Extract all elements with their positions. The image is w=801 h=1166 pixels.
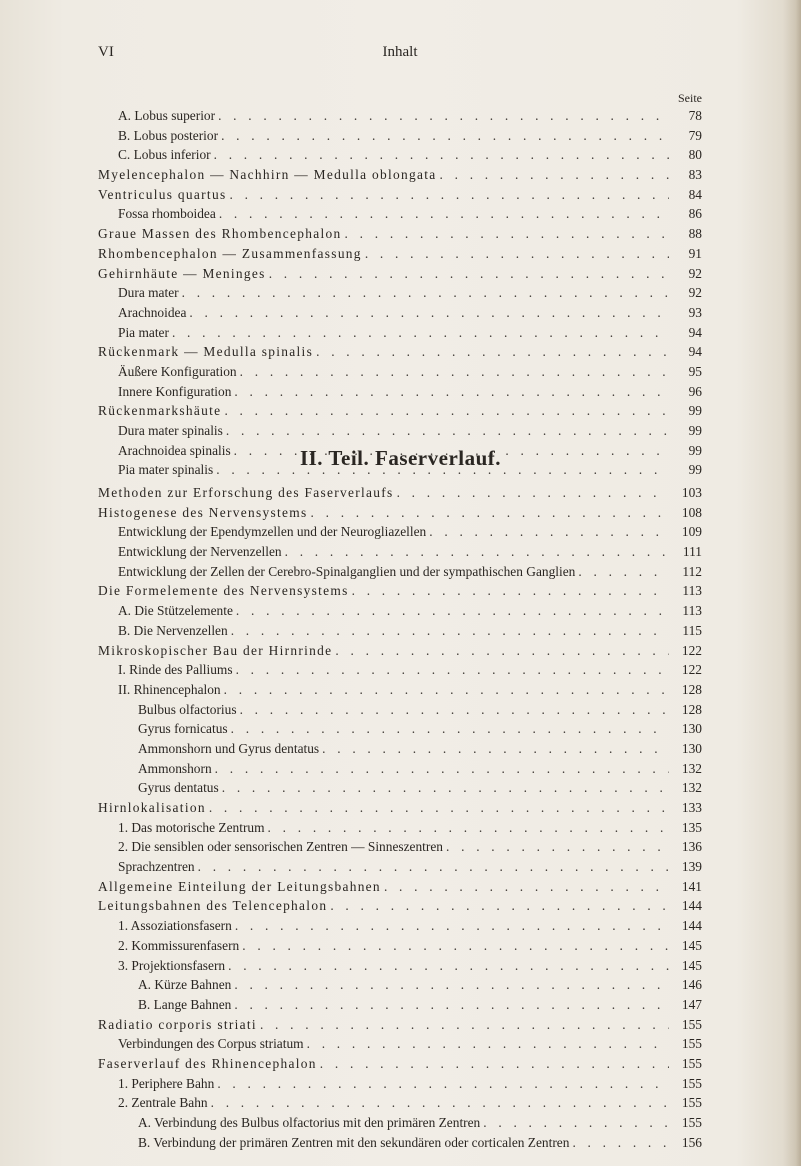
toc-entry-title: B. Lange Bahnen <box>138 996 232 1012</box>
toc-entry <box>98 285 702 305</box>
dot-leader <box>384 879 669 895</box>
toc-entry-title: Allgemeine Einteilung der Leitungsbahnen <box>98 878 381 894</box>
toc-entry-page: 92 <box>688 285 702 301</box>
toc-entry <box>98 898 702 918</box>
toc-entry-title: Gyrus fornicatus <box>138 721 228 737</box>
toc-entry <box>98 761 702 781</box>
toc-entry-title: 3. Projektionsfasern <box>118 957 226 973</box>
toc-entry <box>98 167 702 187</box>
toc-entry-title: Bulbus olfactorius <box>138 701 237 717</box>
toc-entry <box>98 1056 702 1076</box>
toc-entry-page: 80 <box>688 147 702 163</box>
toc-entry-page: 93 <box>688 304 702 320</box>
toc-entry <box>98 226 702 246</box>
toc-entry <box>98 682 702 702</box>
toc-entry-title: Pia mater spinalis <box>118 462 214 478</box>
toc-entry <box>98 266 702 286</box>
toc-entry-title: Dura mater spinalis <box>118 423 223 438</box>
toc-entry <box>98 938 702 958</box>
toc-entry <box>98 505 702 525</box>
toc-entry-page: 155 <box>681 1055 702 1071</box>
toc-entry-page: 133 <box>681 800 702 815</box>
toc-entry <box>98 741 702 761</box>
toc-entry-page: 99 <box>688 423 702 438</box>
toc-entry <box>98 879 702 899</box>
dot-leader <box>235 918 669 934</box>
toc-entry-page: 94 <box>688 324 702 340</box>
dot-leader <box>211 1095 669 1111</box>
toc-entry-page: 94 <box>688 344 702 360</box>
toc-section-part1 <box>98 108 702 482</box>
dot-leader <box>219 206 669 222</box>
toc-entry-title: Ammonshorn <box>138 760 212 776</box>
toc-entry-title: Ventriculus quartus <box>98 186 227 202</box>
toc-entry-title: Rhombencephalon — Zusammenfassung <box>98 245 362 261</box>
toc-entry-page: 115 <box>682 622 702 638</box>
toc-entry-page: 99 <box>688 403 702 419</box>
dot-leader <box>222 780 669 796</box>
toc-entry-title: B. Lobus posterior <box>118 127 219 143</box>
dot-leader <box>231 623 669 639</box>
toc-entry <box>98 147 702 167</box>
toc-entry-page: 109 <box>681 524 702 540</box>
dot-leader <box>228 958 669 974</box>
toc-entry-title: Pia mater <box>118 324 169 340</box>
toc-entry <box>98 1036 702 1056</box>
toc-entry-page: 99 <box>688 442 702 458</box>
dot-leader <box>224 403 669 419</box>
toc-entry-title: 2. Die sensiblen oder sensorischen Zentren — Sinneszentren <box>118 839 444 855</box>
toc-entry-title: A. Lobus superior <box>118 108 216 123</box>
toc-entry <box>98 108 702 128</box>
toc-entry <box>98 403 702 423</box>
toc-entry <box>98 344 702 364</box>
toc-entry-title: C. Lobus inferior <box>118 147 211 163</box>
toc-entry-title: Gehirnhäute — Meninges <box>98 265 266 281</box>
toc-entry-title: Innere Konfiguration <box>118 383 232 399</box>
dot-leader <box>316 344 669 360</box>
page-number: VI <box>98 44 114 60</box>
toc-entry-title: I. Rinde des Palliums <box>118 662 233 678</box>
toc-entry-title: Mikroskopischer Bau der Hirnrinde <box>98 642 333 658</box>
toc-entry-title: 1. Periphere Bahn <box>118 1075 215 1091</box>
toc-entry <box>98 1076 702 1096</box>
dot-leader <box>483 1115 669 1131</box>
toc-entry-title: B. Verbindung der primären Zentren mit den sekundären oder corticalen Zentren <box>138 1134 570 1150</box>
toc-entry <box>98 206 702 226</box>
dot-leader <box>365 246 669 262</box>
toc-entry-page: 130 <box>681 740 702 756</box>
toc-entry-page: 135 <box>681 819 702 835</box>
toc-entry-title: Rückenmark — Medulla spinalis <box>98 344 314 360</box>
toc-entry-title: Radiatio corporis striati <box>98 1016 257 1032</box>
toc-entry-title: A. Verbindung des Bulbus olfactorius mit den primären Zentren <box>138 1115 481 1130</box>
toc-entry-page: 144 <box>681 898 702 914</box>
dot-leader <box>198 859 669 875</box>
toc-entry-page: 132 <box>681 780 702 796</box>
dot-leader <box>285 544 669 560</box>
dot-leader <box>330 898 669 914</box>
toc-entry-page: 145 <box>681 937 702 953</box>
toc-entry-title: 1. Das motorische Zentrum <box>118 819 265 835</box>
dot-leader <box>189 305 669 321</box>
toc-entry <box>98 1135 702 1155</box>
toc-entry-page: 113 <box>682 603 702 619</box>
toc-entry-title: Die Formelemente des Nervensystems <box>98 583 349 599</box>
toc-entry-title: Sprachzentren <box>118 859 195 875</box>
toc-entry-page: 92 <box>688 265 702 281</box>
toc-entry <box>98 305 702 325</box>
toc-entry-title: Leitungsbahnen des Telencephalon <box>98 898 328 914</box>
dot-leader <box>446 839 669 855</box>
page-header <box>98 44 702 66</box>
dot-leader <box>345 226 669 242</box>
toc-entry-title: Ammonshorn und Gyrus dentatus <box>138 740 320 756</box>
toc-entry-page: 130 <box>681 721 702 737</box>
toc-entry <box>98 702 702 722</box>
dot-leader <box>229 187 669 203</box>
toc-entry-page: 108 <box>681 504 702 520</box>
dot-leader <box>234 977 669 993</box>
toc-entry <box>98 977 702 997</box>
dot-leader <box>214 147 669 163</box>
dot-leader <box>234 384 669 400</box>
dot-leader <box>224 682 669 698</box>
dot-leader <box>311 505 669 521</box>
toc-entry-page: 145 <box>681 957 702 973</box>
dot-leader <box>234 997 669 1013</box>
part-heading: II. Teil. Faserverlauf. <box>299 446 502 470</box>
toc-entry-page: 155 <box>681 1016 702 1032</box>
toc-entry-title: Gyrus dentatus <box>138 780 219 796</box>
toc-entry <box>98 958 702 978</box>
toc-entry-title: Myelencephalon — Nachhirn — Medulla oblongata <box>98 167 437 183</box>
dot-leader <box>236 603 669 619</box>
toc-entry <box>98 662 702 682</box>
dot-leader <box>226 423 669 439</box>
toc-entry-title: A. Kürze Bahnen <box>138 977 232 993</box>
toc-entry-page: 88 <box>688 226 702 242</box>
toc-entry-title: Entwicklung der Zellen der Cerebro-Spinalganglien und der sympathischen Ganglien <box>118 563 576 579</box>
toc-entry <box>98 128 702 148</box>
dot-leader <box>322 741 669 757</box>
toc-entry-title: 2. Zentrale Bahn <box>118 1095 208 1111</box>
dot-leader <box>215 761 669 777</box>
toc-entry-title: 2. Kommissurenfasern <box>118 937 240 953</box>
dot-leader <box>269 266 669 282</box>
toc-entry-title: Arachnoidea <box>118 304 187 320</box>
toc-entry <box>98 820 702 840</box>
toc-entry-page: 155 <box>681 1036 702 1052</box>
toc-entry <box>98 859 702 879</box>
dot-leader <box>268 820 669 836</box>
dot-leader <box>307 1036 669 1052</box>
dot-leader <box>240 702 669 718</box>
toc-entry <box>98 780 702 800</box>
toc-entry-title: A. Die Stützelemente <box>118 603 233 619</box>
toc-entry-title: Äußere Konfiguration <box>118 363 237 379</box>
toc-entry <box>98 583 702 603</box>
page-edge-shadow <box>783 0 801 1166</box>
toc-entry-title: Arachnoidea spinalis <box>118 442 231 458</box>
toc-entry-title: 1. Assoziationsfasern <box>118 918 232 934</box>
page-column-label: Seite <box>678 91 702 105</box>
toc-entry-page: 136 <box>681 839 702 855</box>
toc-entry <box>98 997 702 1017</box>
toc-entry <box>98 384 702 404</box>
toc-entry <box>98 721 702 741</box>
toc-entry-title: Faserverlauf des Rhinencephalon <box>98 1055 317 1071</box>
dot-leader <box>221 128 669 144</box>
toc-entry-page: 86 <box>688 206 702 222</box>
toc-entry-page: 83 <box>688 167 702 183</box>
dot-leader <box>352 583 669 599</box>
toc-entry-page: 111 <box>682 544 702 560</box>
toc-entry <box>98 603 702 623</box>
toc-entry-page: 96 <box>688 383 702 399</box>
toc-entry-page: 78 <box>688 108 702 123</box>
dot-leader <box>335 643 669 659</box>
toc-entry-page: 95 <box>688 363 702 379</box>
toc-entry <box>98 544 702 564</box>
toc-entry-page: 113 <box>682 583 702 599</box>
toc-entry-page: 79 <box>688 127 702 143</box>
toc-section-part2 <box>98 485 702 1154</box>
toc-entry <box>98 423 702 443</box>
toc-entry-title: B. Die Nervenzellen <box>118 622 228 638</box>
toc-entry-page: 144 <box>681 918 702 934</box>
dot-leader <box>397 485 669 501</box>
toc-entry <box>98 800 702 820</box>
dot-leader <box>572 1135 669 1151</box>
toc-entry-page: 132 <box>681 760 702 776</box>
toc-entry-page: 156 <box>681 1134 702 1150</box>
dot-leader <box>429 524 669 540</box>
toc-entry-page: 139 <box>681 859 702 875</box>
toc-entry-page: 128 <box>681 701 702 717</box>
dot-leader <box>231 721 669 737</box>
dot-leader <box>182 285 669 301</box>
toc-entry-page: 155 <box>681 1095 702 1111</box>
dot-leader <box>242 938 669 954</box>
toc-entry-page: 147 <box>681 996 702 1012</box>
toc-entry-title: Methoden zur Erforschung des Faserverlaufs <box>98 485 394 500</box>
toc-entry <box>98 1095 702 1115</box>
dot-leader <box>440 167 669 183</box>
toc-entry <box>98 364 702 384</box>
toc-entry-page: 128 <box>681 681 702 697</box>
toc-entry <box>98 643 702 663</box>
toc-entry-title: Dura mater <box>118 285 179 301</box>
toc-entry-page: 141 <box>681 878 702 894</box>
toc-entry <box>98 485 702 505</box>
toc-entry-page: 155 <box>681 1115 702 1130</box>
dot-leader <box>578 564 669 580</box>
toc-entry-page: 122 <box>681 642 702 658</box>
toc-entry-page: 91 <box>688 245 702 261</box>
dot-leader <box>240 364 669 380</box>
dot-leader <box>320 1056 669 1072</box>
toc-entry-page: 103 <box>681 485 702 500</box>
toc-entry <box>98 839 702 859</box>
toc-entry-title: II. Rhinencephalon <box>118 681 221 697</box>
toc-entry-page: 146 <box>681 977 702 993</box>
toc-entry <box>98 564 702 584</box>
toc-entry-title: Rückenmarkshäute <box>98 403 222 419</box>
toc-entry-page: 155 <box>681 1075 702 1091</box>
toc-entry-page: 99 <box>688 462 702 478</box>
dot-leader <box>236 662 669 678</box>
toc-entry-title: Histogenese des Nervensystems <box>98 504 308 520</box>
running-title: Inhalt <box>382 44 418 60</box>
toc-entry-title: Fossa rhomboidea <box>118 206 216 222</box>
toc-entry <box>98 524 702 544</box>
toc-entry <box>98 246 702 266</box>
toc-entry <box>98 623 702 643</box>
dot-leader <box>217 1076 669 1092</box>
toc-entry <box>98 187 702 207</box>
toc-entry <box>98 325 702 345</box>
dot-leader <box>260 1017 669 1033</box>
toc-entry <box>98 918 702 938</box>
toc-entry <box>98 1115 702 1135</box>
toc-entry-title: Graue Massen des Rhombencephalon <box>98 226 342 242</box>
toc-entry-title: Verbindungen des Corpus striatum <box>118 1036 304 1052</box>
toc-entry-title: Entwicklung der Ependymzellen und der Neurogliazellen <box>118 524 427 540</box>
toc-entry-page: 84 <box>688 186 702 202</box>
dot-leader <box>172 325 669 341</box>
dot-leader <box>209 800 669 816</box>
toc-entry <box>98 1017 702 1037</box>
toc-entry-title: Hirnlokalisation <box>98 800 206 815</box>
toc-entry-title: Entwicklung der Nervenzellen <box>118 544 282 560</box>
toc-entry-page: 122 <box>681 662 702 678</box>
toc-entry-page: 112 <box>682 563 702 579</box>
dot-leader <box>218 108 669 124</box>
